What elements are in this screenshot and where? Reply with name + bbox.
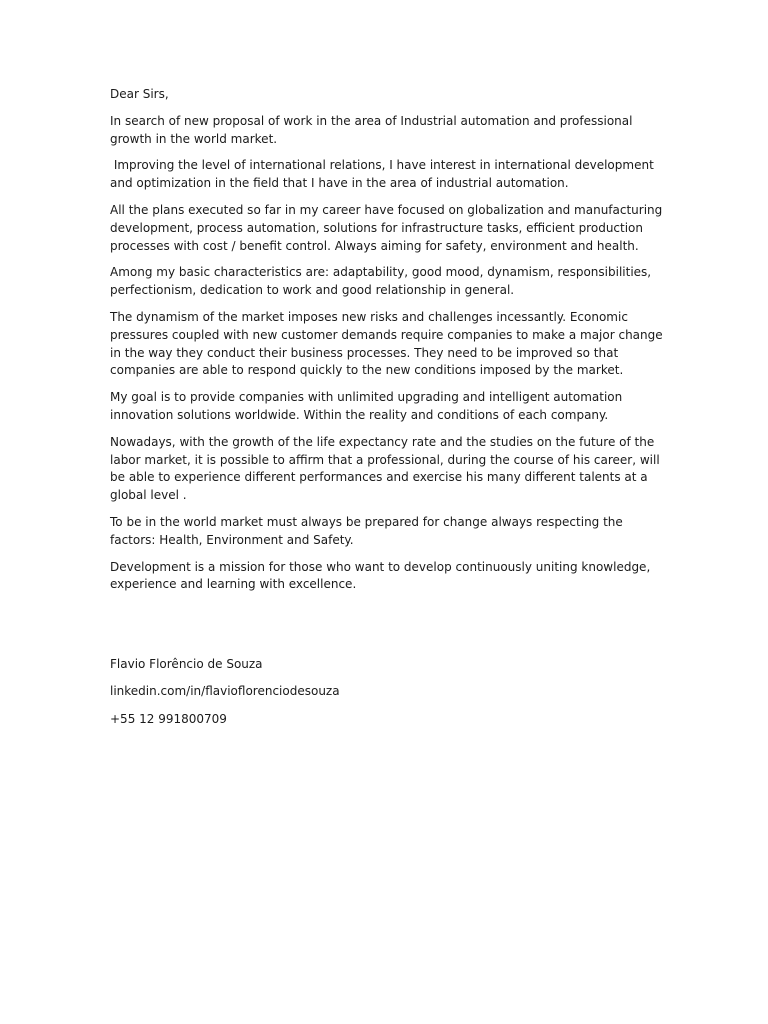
signature-spacer: [110, 603, 666, 656]
signature-name: Flavio Florêncio de Souza: [110, 657, 263, 672]
paragraph-5: The dynamism of the market imposes new risks and challenges incessantly. Economic pressures coupled with new customer demands require companies to make a major change in the way they conduct their business processes. They need to be improved so that companies are able to respond quickly to the new conditions imposed by the market.: [110, 309, 663, 378]
paragraph-8: To be in the world market must always be prepared for change always respecting the factors: Health, Environment and Safety.: [110, 514, 623, 547]
signature-linkedin: linkedin.com/in/flavioflorenciodesouza: [110, 684, 340, 699]
greeting: Dear Sirs,: [110, 87, 169, 101]
paragraph-4: Among my basic characteristics are: adaptability, good mood, dynamism, responsibilities, perfectionism, dedication to work and good relationship in general.: [110, 265, 652, 298]
signature-block: [110, 656, 666, 728]
paragraph-9: Development is a mission for those who want to develop continuously uniting knowledge, experience and learning with excellence.: [110, 559, 651, 592]
paragraph-6: My goal is to provide companies with unlimited upgrading and intelligent automation innovation solutions worldwide. Within the reality and conditions of each company.: [110, 390, 623, 422]
letter-body: [110, 86, 666, 738]
paragraph-3: All the plans executed so far in my career have focused on globalization and manufacturing development, process automation, solutions for infrastructure tasks, efficient production processes with cost / benefit control. Always aiming for safety, environment and health.: [110, 202, 663, 253]
paragraph-7: Nowadays, with the growth of the life expectancy rate and the studies on the future of the labor market, it is possible to affirm that a professional, during the course of his career, will be able to experience different performances and exercise his many different talents at a global level .: [110, 434, 660, 503]
signature-phone: +55 12 991800709: [110, 711, 227, 726]
paragraph-1: In search of new proposal of work in the area of Industrial automation and professional growth in the world market.: [110, 113, 637, 146]
paragraph-2: Improving the level of international relations, I have interest in international development and optimization in the field that I have in the area of industrial automation.: [110, 158, 658, 191]
